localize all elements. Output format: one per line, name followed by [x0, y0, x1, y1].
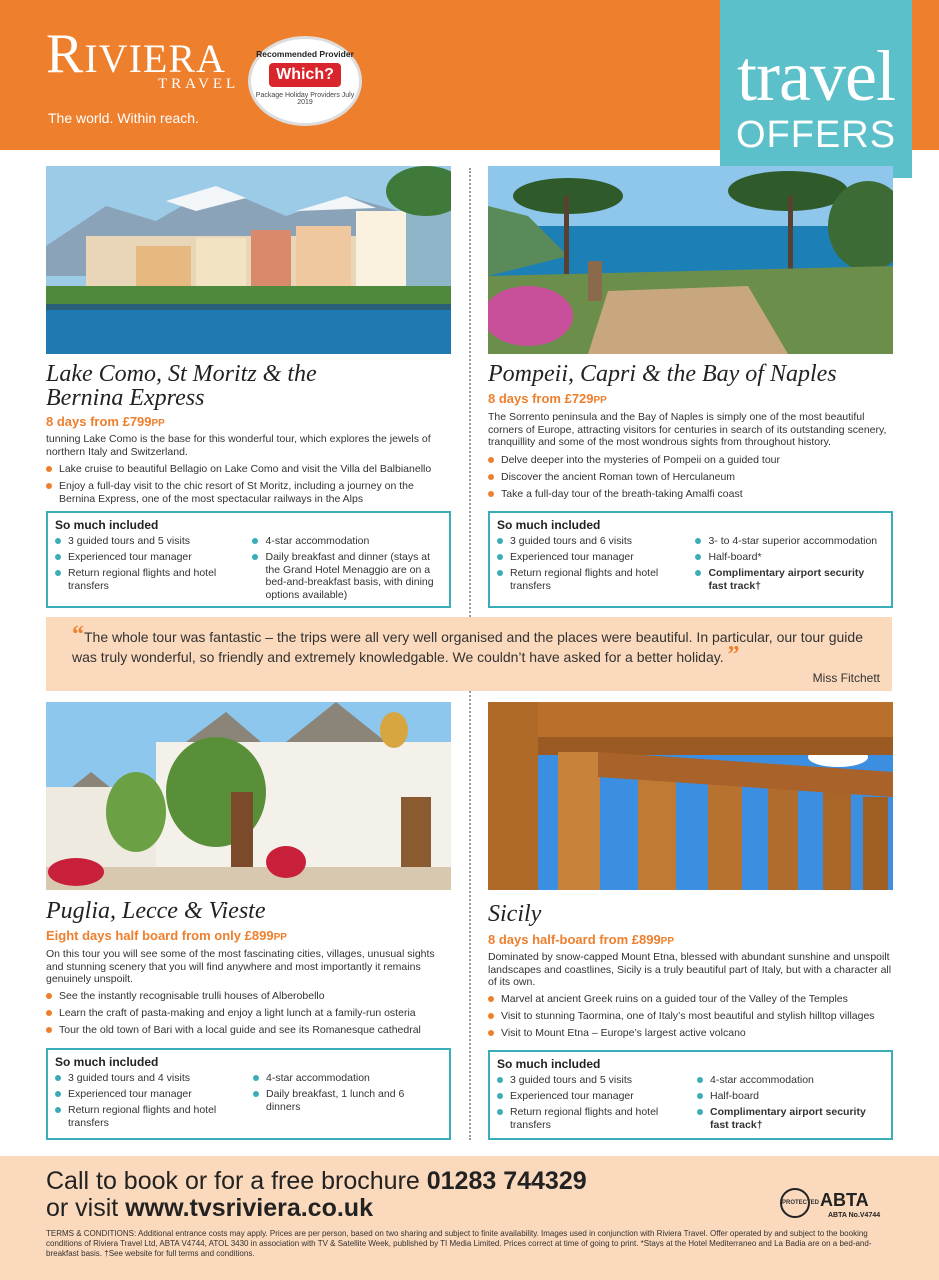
abta-logo: ABTA: [820, 1190, 869, 1210]
included-heading: So much included: [55, 518, 159, 532]
included-list: [55, 535, 252, 605]
included-list: [252, 535, 442, 605]
tour-description: Dominated by snow-capped Mount Etna, blessed with abundant sunshine and unspoilt landscapes and coastlines, Sicily is a truly beautiful part of Italy, but with a character all of its own.: [488, 951, 892, 988]
logo-tagline: The world. Within reach.: [48, 110, 199, 126]
included-list: [697, 1074, 882, 1135]
title-line: Pompeii, Capri & the Bay of Naples: [488, 361, 837, 387]
included-box: [488, 511, 893, 608]
included-list: [497, 1074, 697, 1135]
tour-description: tunning Lake Como is the base for this wonderful tour, which explores the jewels of northern Italy and Switzerland.: [46, 433, 431, 458]
list-item: Half-board: [697, 1090, 882, 1103]
list-item: Visit to Mount Etna – Europe’s largest active volcano: [488, 1027, 893, 1040]
list-item: 3- to 4-star superior accommodation: [695, 535, 884, 548]
price-text: 8 days from £799: [46, 414, 152, 429]
list-item: Complimentary airport security fast track†: [697, 1106, 882, 1131]
puglia-trulli-photo: [46, 702, 451, 890]
call-to-book: [46, 1168, 587, 1222]
call-text: Call to book or for a free brochure: [46, 1167, 427, 1195]
testimonial-text: [72, 622, 878, 668]
included-box: [488, 1050, 893, 1140]
atol-protected-icon: PROTECTED: [780, 1188, 810, 1218]
riviera-travel-logo[interactable]: [46, 23, 240, 126]
price-suffix: PP: [273, 932, 287, 943]
list-item: Discover the ancient Roman town of Herculaneum: [488, 471, 893, 484]
tour-description: On this tour you will see some of the most fascinating cities, villages, unusual sights and stunning scenery that you will find anywhere and most importantly it remains genuinely unspoilt.: [46, 948, 435, 985]
sicily-temple-photo: [488, 702, 893, 890]
terms-and-conditions: TERMS & CONDITIONS: Additional entrance costs may apply. Prices are per person, based on two sharing and subject to finite availability. Images used in conjunction with Riviera Travel. Offer operated by and subject to the booking conditions of Riviera Travel Ltd, ABTA V4744, ATOL 3430 in association with TV & Satellite Week, published by TI Media Limited. Prices correct at time of going to print. *Stays at the Hotel Mediterraneo and La Badia are on a bed-and-breakfast basis. †See website for full terms and conditions.: [46, 1229, 872, 1258]
list-item: Enjoy a full-day visit to the chic resort of St Moritz, including a journey on the Bernina Express, one of the most spectacular railways in the Alps: [46, 480, 451, 505]
tour-highlights: [488, 993, 893, 1044]
list-item: Complimentary airport security fast track†: [695, 567, 884, 592]
list-item: Return regional flights and hotel transfers: [497, 1106, 697, 1131]
logo-subtitle: TRAVEL: [158, 76, 240, 92]
website-link[interactable]: www.tvsriviera.co.uk: [125, 1194, 373, 1222]
price-suffix: PP: [593, 395, 607, 406]
included-list: [497, 535, 695, 596]
tour-highlights: [488, 454, 893, 505]
list-item: See the instantly recognisable trulli houses of Alberobello: [46, 990, 451, 1003]
bay-of-naples-photo: [488, 166, 893, 354]
price-suffix: PP: [660, 936, 675, 947]
list-item: 3 guided tours and 4 visits: [55, 1072, 253, 1085]
travel-heading: travel: [737, 36, 895, 116]
price-suffix: PP: [151, 418, 165, 429]
close-quote-icon: ”: [727, 642, 740, 668]
badge-top-text: Recommended Provider: [256, 49, 354, 59]
price-text: 8 days half-board from £899: [488, 932, 661, 947]
tour-highlights: [46, 463, 451, 510]
title-line: Lake Como, St Moritz & the: [46, 361, 317, 387]
price-text: 8 days from £729: [488, 391, 594, 406]
list-item: Daily breakfast and dinner (stays at the Grand Hotel Menaggio are on a bed-and-breakfast basis, with dining options available): [252, 551, 442, 601]
visit-text: or visit: [46, 1194, 126, 1222]
tour-price: [488, 391, 607, 406]
lake-como-photo: [46, 166, 451, 354]
list-item: 4-star accommodation: [252, 535, 442, 548]
testimonial: [46, 617, 892, 691]
which-recommended-badge: [248, 36, 362, 126]
testimonial-author: Miss Fitchett: [812, 671, 880, 685]
tour-price: [488, 932, 674, 947]
included-heading: So much included: [55, 1055, 159, 1069]
list-item: Experienced tour manager: [55, 551, 252, 564]
list-item: Visit to stunning Taormina, one of Italy’s most beautiful and stylish hilltop villages: [488, 1010, 893, 1023]
which-logo: Which?: [269, 63, 341, 87]
tour-title-puglia: [46, 899, 265, 923]
list-item: Experienced tour manager: [497, 551, 695, 564]
tour-description: The Sorrento peninsula and the Bay of Naples is simply one of the most beautiful corners of Europe, attracting visitors for centuries in search of its outstanding scenery, tranquillity and some of the most wondrous sights from throughout history.: [488, 411, 887, 448]
list-item: Daily breakfast, 1 lunch and 6 dinners: [253, 1088, 413, 1113]
offers-heading: OFFERS: [735, 114, 897, 156]
logo-wordmark: RIVIERA: [46, 23, 226, 85]
list-item: Half-board*: [695, 551, 884, 564]
list-item: 4-star accommodation: [253, 1072, 413, 1085]
tour-price: [46, 414, 165, 429]
list-item: Take a full-day tour of the breath-taking Amalfi coast: [488, 488, 893, 501]
phone-number[interactable]: 01283 744329: [426, 1167, 587, 1195]
list-item: 3 guided tours and 5 visits: [497, 1074, 697, 1087]
included-box: [46, 1048, 451, 1140]
list-item: Experienced tour manager: [497, 1090, 697, 1103]
quote-body: The whole tour was fantastic – the trips were all very well organised and the places were beautiful. In particular, our tour guide was truly wonderful, so friendly and extremely knowledgable. We couldn’t have asked for a better holiday.: [72, 629, 863, 665]
list-item: Lake cruise to beautiful Bellagio on Lake Como and visit the Villa del Balbianello: [46, 463, 451, 476]
list-item: Return regional flights and hotel transfers: [55, 1104, 253, 1129]
abta-number: ABTA No.V4744: [828, 1212, 881, 1219]
tour-title-sicily: [488, 902, 541, 926]
list-item: 4-star accommodation: [697, 1074, 882, 1087]
included-heading: So much included: [497, 518, 601, 532]
tour-price: [46, 928, 287, 943]
footer: [0, 1156, 939, 1280]
tour-title-lake-como: [46, 362, 317, 410]
list-item: Return regional flights and hotel transfers: [497, 567, 695, 592]
list-item: Experienced tour manager: [55, 1088, 253, 1101]
title-line: Bernina Express: [46, 385, 205, 411]
list-item: Learn the craft of pasta-making and enjoy a light lunch at a family-run osteria: [46, 1007, 451, 1020]
included-list: [253, 1072, 413, 1133]
list-item: Tour the old town of Bari with a local guide and see its Romanesque cathedral: [46, 1024, 451, 1037]
list-item: Delve deeper into the mysteries of Pompeii on a guided tour: [488, 454, 893, 467]
included-list: [55, 1072, 253, 1133]
title-line: Sicily: [488, 901, 542, 927]
list-item: Return regional flights and hotel transfers: [55, 567, 252, 592]
list-item: 3 guided tours and 6 visits: [497, 535, 695, 548]
included-list: [695, 535, 884, 596]
badge-bottom-text: Package Holiday Providers July 2019: [255, 92, 355, 106]
tour-highlights: [46, 990, 451, 1041]
travel-offers-box: [720, 0, 912, 178]
included-box: [46, 511, 451, 608]
tour-title-pompeii: [488, 362, 837, 386]
open-quote-icon: “: [72, 622, 84, 648]
included-heading: So much included: [497, 1057, 601, 1071]
list-item: Marvel at ancient Greek ruins on a guided tour of the Valley of the Temples: [488, 993, 893, 1006]
price-text: Eight days half board from only £899: [46, 928, 274, 943]
title-line: Puglia, Lecce & Vieste: [46, 898, 266, 924]
list-item: 3 guided tours and 5 visits: [55, 535, 252, 548]
